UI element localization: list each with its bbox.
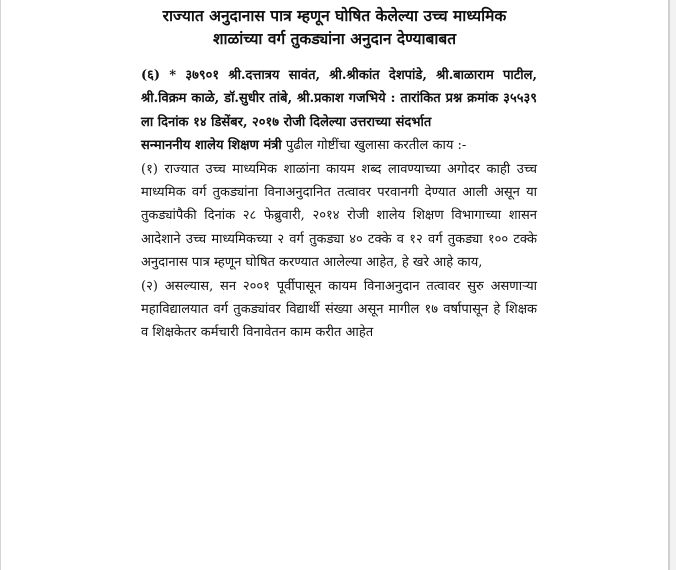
question-lead-rest: पुढील गोष्टींचा खुलासा करतील काय :- (281, 138, 467, 154)
question-point-1: (१) राज्यात उच्च माध्यमिक शाळांना कायम शब्द लावण्याच्या अगोदर काही उच्च माध्यमिक वर्ग तुकड्यांना विनाअनुदानित तत्वावर परवानगी देण्यात आली असून या तुकड्यांपैकी दिनांक २८ फेब्रुवारी, २०१४ रोजी शालेय शिक्षण विभागाच्या शासन आदेशाने उच्च माध्यमिकच्या २ वर्ग तुकड्या ४० टक्के व १२ वर्ग तुकड्या १०० टक्के अनुदानास पात्र म्हणून घोषित करण्यात आलेल्या आहेत, हे खरे आहे काय, (141, 161, 537, 271)
viewer-scroll-gutter (670, 0, 676, 570)
question-intro: (६) * ३७९०१ श्री.दत्तात्रय सावंत, श्री.श्रीकांत देशपांडे, श्री.बाळाराम पाटील, श्री.विक्रम काळे, डॉ.सुधीर तांबे, श्री.प्रकाश गजभिये : तारांकित प्रश्न क्रमांक ३५५३९ ला दिनांक १४ डिसेंबर, २०१७ रोजी दिलेल्या उत्तराच्या संदर्भात (141, 68, 537, 130)
document-title (1, 4, 668, 50)
document-page (1, 0, 668, 570)
document-body (141, 64, 537, 345)
question-lead: सन्माननीय शालेय शिक्षण मंत्री (141, 138, 282, 154)
title-line-2: शाळांच्या वर्ग तुकड्यांना अनुदान देण्याबाबत (212, 29, 457, 48)
question-lead-paragraph (141, 134, 537, 157)
title-line-1: राज्यात अनुदानास पात्र म्हणून घोषित केलेल्या उच्च माध्यमिक (162, 6, 507, 25)
question-point-2: (२) असल्यास, सन २००१ पूर्वीपासून कायम विनाअनुदान तत्वावर सुरु असणाऱ्या महाविद्यालयात वर्ग तुकड्यांवर विद्यार्थी संख्या असून मागील १७ वर्षापासून हे शिक्षक व शिक्षकेतर कर्मचारी विनावेतन काम करीत आहेत (141, 278, 537, 341)
